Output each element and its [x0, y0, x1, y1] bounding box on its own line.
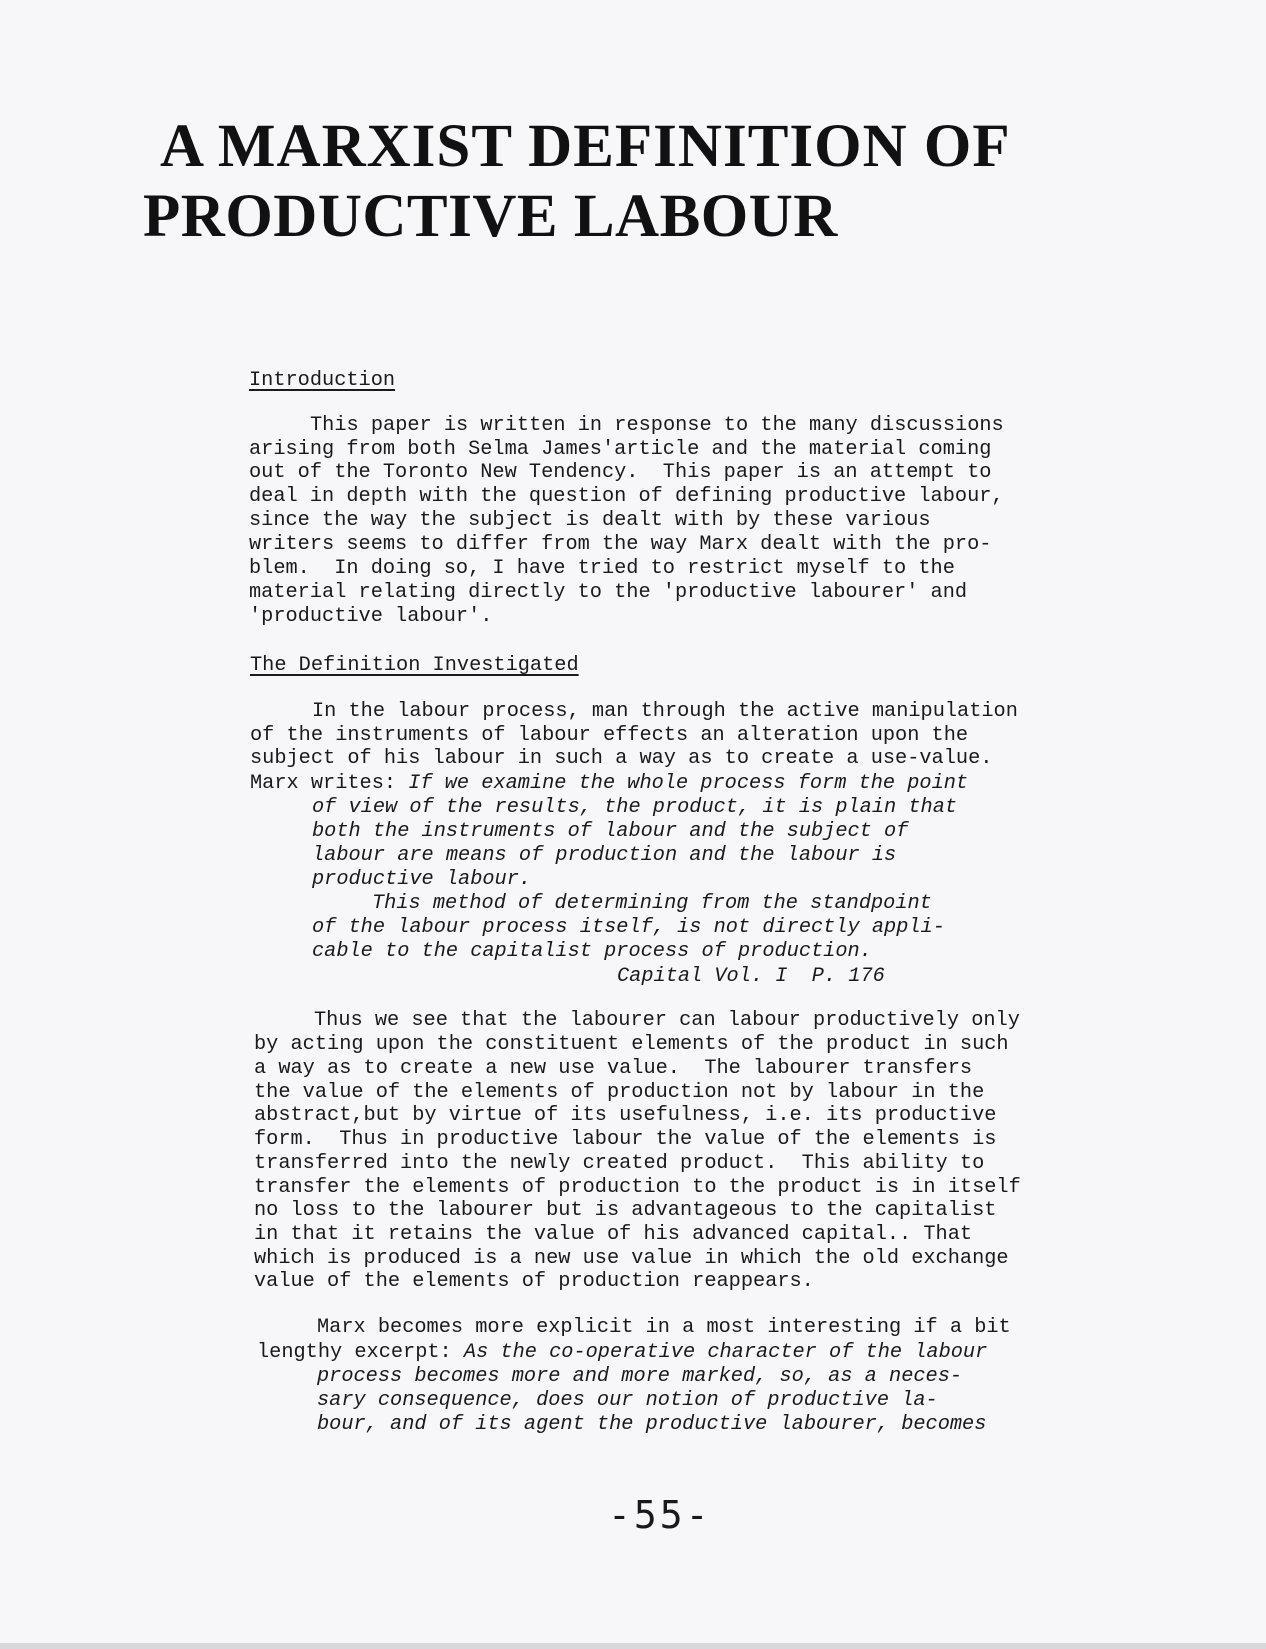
roman-text: abstract,but by virtue of its usefulness, i.e. its productive [254, 1104, 997, 1127]
quoted-italic-text: of the labour process itself, is not directly appli- [312, 916, 945, 939]
text-line [312, 917, 945, 939]
text-line [317, 1390, 938, 1412]
quoted-italic-text: of view of the results, the product, it is plain that [312, 796, 958, 819]
text-line [249, 582, 967, 604]
roman-text: blem. In doing so, I have tried to restrict myself to the [249, 557, 955, 580]
roman-text: lengthy excerpt: [257, 1341, 464, 1364]
roman-text: out of the Toronto New Tendency. This paper is an attempt to [249, 461, 992, 484]
text-line [254, 1177, 1021, 1199]
roman-text: no loss to the labourer but is advantageous to the capitalist [254, 1199, 997, 1222]
roman-text: a way as to create a new use value. The labourer transfers [254, 1057, 973, 1080]
text-line [254, 1034, 1009, 1056]
text-line [312, 797, 957, 819]
page-number: -55- [608, 1493, 712, 1537]
text-line [249, 486, 1004, 508]
roman-text: deal in depth with the question of defining productive labour, [249, 485, 1004, 508]
text-line [249, 534, 991, 556]
title-line-1: A MARXIST DEFINITION OF [160, 113, 1011, 180]
text-line [372, 893, 932, 915]
text-line [317, 1317, 1011, 1339]
roman-text: This paper is written in response to the many discussions [310, 414, 1004, 437]
page-edge [0, 1643, 1266, 1649]
text-line [617, 966, 885, 988]
text-line [254, 1105, 996, 1127]
text-line [254, 1153, 984, 1175]
quoted-italic-text: process becomes more and more marked, so, as a neces- [317, 1365, 963, 1388]
title-line-2: PRODUCTIVE LABOUR [143, 183, 838, 250]
text-line [250, 773, 968, 795]
text-line [312, 869, 531, 891]
quoted-italic-text: cable to the capitalist process of production. [312, 940, 872, 963]
roman-text: in that it retains the value of his advanced capital.. That [254, 1223, 973, 1246]
quoted-italic-text: As the co-operative character of the labour [463, 1341, 988, 1364]
roman-text: which is produced is a new use value in which the old exchange [254, 1247, 1009, 1270]
text-line [312, 845, 896, 867]
quoted-italic-text: sary consequence, does our notion of productive la- [317, 1389, 938, 1412]
text-line [317, 1366, 962, 1388]
text-line [249, 510, 931, 532]
text-line [254, 1082, 984, 1104]
text-line [257, 1342, 987, 1364]
text-line [249, 558, 955, 580]
text-line [314, 1010, 1020, 1032]
roman-text: In the labour process, man through the active manipulation [312, 700, 1018, 723]
roman-text: material relating directly to the 'productive labourer' and [249, 581, 968, 604]
roman-text: Marx becomes more explicit in a most interesting if a bit [317, 1316, 1011, 1339]
roman-text: by acting upon the constituent elements of the product in such [254, 1033, 1009, 1056]
quoted-italic-text: labour are means of production and the labour is [312, 844, 897, 867]
roman-text: form. Thus in productive labour the value of the elements is [254, 1128, 997, 1151]
roman-text: since the way the subject is dealt with by these various [249, 509, 931, 532]
roman-text: Thus we see that the labourer can labour productively only [314, 1009, 1020, 1032]
roman-text: subject of his labour in such a way as to create a use-value. [250, 747, 993, 770]
quoted-italic-text: This method of determining from the standpoint [372, 892, 932, 915]
quoted-italic-text: bour, and of its agent the productive labourer, becomes [317, 1413, 987, 1436]
text-line [312, 821, 908, 843]
text-line [250, 725, 968, 747]
text-line [250, 748, 992, 770]
text-line [254, 1129, 996, 1151]
text-line [249, 462, 991, 484]
text-line [310, 415, 1004, 437]
roman-text: of the instruments of labour effects an alteration upon the [250, 724, 969, 747]
roman-text: Marx writes: [250, 772, 409, 795]
roman-text: transfer the elements of production to the product is in itself [254, 1176, 1021, 1199]
roman-text: value of the elements of production reappears. [254, 1270, 814, 1293]
text-line [312, 941, 872, 963]
text-line [312, 701, 1018, 723]
quoted-italic-text: both the instruments of labour and the subject of [312, 820, 909, 843]
text-line [249, 439, 991, 461]
roman-text: the value of the elements of production not by labour in the [254, 1081, 985, 1104]
quoted-italic-text: Capital Vol. I P. 176 [617, 965, 885, 988]
text-line [254, 1058, 972, 1080]
quoted-italic-text: If we examine the whole process form the point [408, 772, 969, 795]
section-heading-definition: The Definition Investigated [250, 654, 579, 677]
roman-text: 'productive labour'. [249, 605, 493, 628]
text-line [249, 606, 492, 628]
text-line [254, 1248, 1009, 1270]
roman-text: writers seems to differ from the way Marx dealt with the pro- [249, 533, 992, 556]
roman-text: transferred into the newly created product. This ability to [254, 1152, 985, 1175]
text-line [254, 1224, 972, 1246]
section-heading-introduction: Introduction [249, 369, 396, 392]
roman-text: arising from both Selma James'article and the material coming [249, 438, 992, 461]
quoted-italic-text: productive labour. [312, 868, 532, 891]
text-line [254, 1271, 814, 1293]
text-line [317, 1414, 986, 1436]
text-line [254, 1200, 996, 1222]
